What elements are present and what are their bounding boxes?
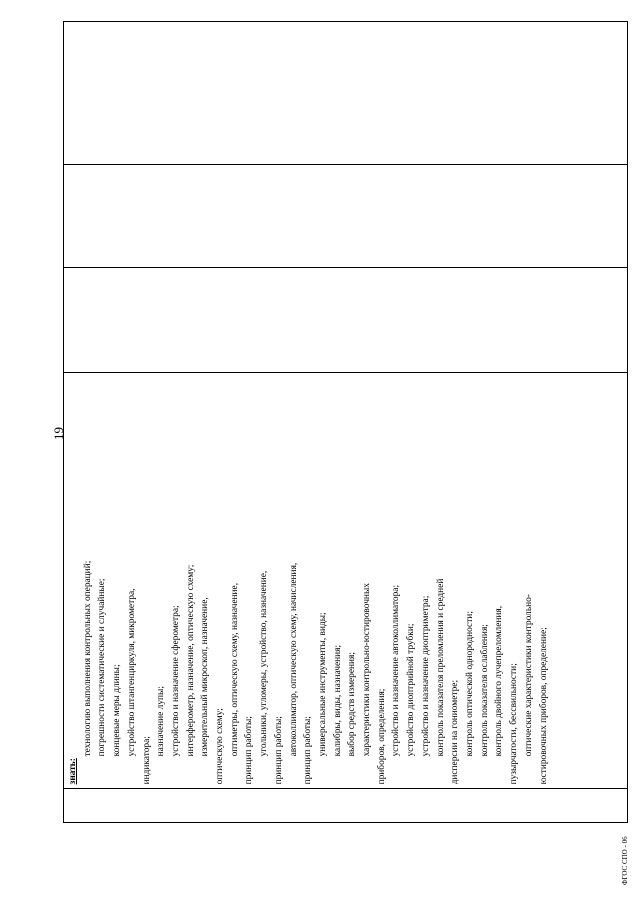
table-cell-empty (64, 22, 628, 165)
list-item: индикатора; (141, 736, 152, 785)
table-row (64, 22, 628, 823)
table-cell-empty (64, 164, 628, 267)
list-item: устройство штангенциркуля, микрометра, (126, 588, 137, 757)
page-number: 19 (51, 427, 66, 440)
list-item: универсальные инструменты, виды; (317, 612, 328, 757)
list-item: погрешности систематические и случайные; (97, 578, 108, 757)
list-item: калибры, виды, назначения; (332, 644, 343, 757)
list-item: оптиметры, оптическую схему, назначение, (229, 582, 240, 757)
list-item: устройство и назначение диоптриметра; (420, 595, 431, 757)
list-item: принцип работы; (273, 716, 284, 785)
list-item: контроль показателя ослабления; (479, 624, 490, 757)
list-item: выбор средств измерения; (347, 652, 358, 757)
table-cell-empty (64, 789, 628, 823)
curriculum-table (63, 21, 628, 823)
list-item: назначение лупы; (156, 686, 167, 757)
list-item: принцип работы; (244, 716, 255, 785)
list-item: устройство диоптрийной трубки; (406, 623, 417, 757)
list-item: контроль оптической однородности; (464, 611, 475, 757)
table-cell-empty (64, 267, 628, 372)
list-item: технологию выполнения контрольных операций; (82, 560, 93, 757)
list-item: юстировочных приборов, определение; (538, 627, 549, 785)
rotated-page (23, 0, 640, 905)
list-item: устройство и назначение автоколлиматора; (391, 584, 402, 757)
list-item: приборов, определения; (376, 688, 387, 785)
list-item: контроль двойного лучепреломления, (494, 605, 505, 757)
list-item: автоколлиматор, оптическую схему, начисления, (288, 562, 299, 757)
list-item: устройство и назначение сферометра; (170, 605, 181, 757)
list-item: принцип работы; (303, 716, 314, 785)
list-item: оптическую схему; (215, 708, 226, 785)
list-item: угольники, угломеры, устройство, назначение, (259, 570, 270, 757)
footer-code: ФГОС СПО - 06 (621, 836, 629, 885)
knowledge-list (81, 377, 552, 785)
list-item: оптические характеристики контрольно- (523, 594, 534, 757)
knowledge-cell (64, 372, 628, 789)
knowledge-heading: знать: (68, 758, 78, 785)
list-item: концевые меры длины; (112, 664, 123, 757)
list-item: интерферометр, назначение, оптическую схему; (185, 564, 196, 757)
list-item: характеристики контрольно-юстировочных (362, 583, 373, 757)
list-item: дисперсии на гониометре; (450, 679, 461, 785)
list-item: пузырчатости, бессвильности; (509, 663, 520, 785)
list-item: контроль показателя преломления и средней (435, 578, 446, 757)
list-item: измерительный микроскоп, назначение, (200, 597, 211, 757)
